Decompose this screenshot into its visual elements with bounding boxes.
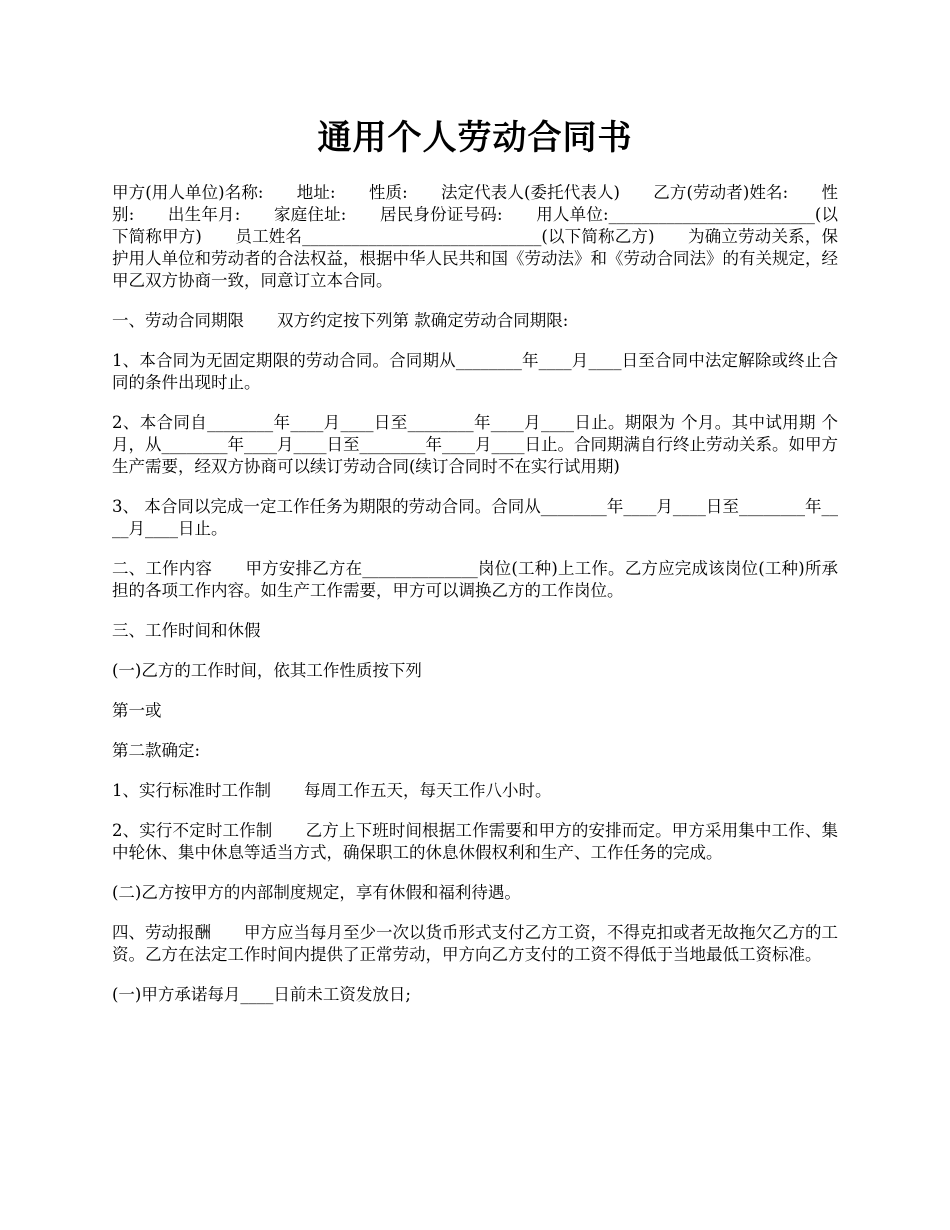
section-3-heading: 三、工作时间和休假 [112, 621, 261, 640]
clause-1-2: 2、本合同自________年____月____日至________年____月____日止。期限为 个月。其中试用期 个月，从________年____月____日至________年____月____日止。合同期满自行终止劳动关系。如甲方生产需要，经双方协商可以续订劳动合同(续订合同时不在实行试用期) [112, 413, 838, 476]
clause-3-option-1: 第一或 [112, 701, 162, 720]
clause-1-1: 1、本合同为无固定期限的劳动合同。合同期从________年____月____日至合同中法定解除或终止合同的条件出现时止。 [112, 351, 838, 392]
clause-3-leave: (二)乙方按甲方的内部制度规定，享有休假和福利待遇。 [112, 883, 521, 902]
section-1-heading: 一、劳动合同期限 双方约定按下列第 款确定劳动合同期限: [112, 311, 569, 330]
clause-3-1: 1、实行标准时工作制 每周工作五天，每天工作八小时。 [112, 781, 552, 800]
clause-3-option-2: 第二款确定: [112, 741, 201, 760]
clause-3-2: 2、实行不定时工作制 乙方上下班时间根据工作需要和甲方的安排而定。甲方采用集中工作、集中轮休、集中休息等适当方式，确保职工的休息休假权利和生产、工作任务的完成。 [112, 821, 838, 862]
clause-1-3: 3、 本合同以完成一定工作任务为期限的劳动合同。合同从________年____月____日至________年____月____日止。 [112, 497, 838, 538]
section-4-paragraph: 四、劳动报酬 甲方应当每月至少一次以货币形式支付乙方工资，不得克扣或者无故拖欠乙方的工资。乙方在法定工作时间内提供了正常劳动，甲方向乙方支付的工资不得低于当地最低工资标准。 [112, 923, 838, 964]
section-2-paragraph: 二、工作内容 甲方安排乙方在______________岗位(工种)上工作。乙方应完成该岗位(工种)所承担的各项工作内容。如生产工作需要，甲方可以调换乙方的工作岗位。 [112, 559, 838, 600]
document-title: 通用个人劳动合同书 [317, 118, 633, 158]
party-info-paragraph: 甲方(用人单位)名称: 地址: 性质: 法定代表人(委托代表人) 乙方(劳动者)姓名: 性别: 出生年月: 家庭住址: 居民身份证号码: 用人单位:_________________________(以下简称甲方) 员工姓名_____________________________(以下简称乙方) 为确立劳动关系，保护用人单位和劳动者的合法权益，根据中华人民共和国《劳动法》和《劳动合同法》的有关规定，经甲乙双方协商一致，同意订立本合同。 [112, 183, 838, 290]
document-page [112, 0, 838, 1024]
clause-4-1: (一)甲方承诺每月____日前未工资发放日; [112, 985, 411, 1004]
clause-3-intro: (一)乙方的工作时间，依其工作性质按下列 [112, 661, 422, 680]
